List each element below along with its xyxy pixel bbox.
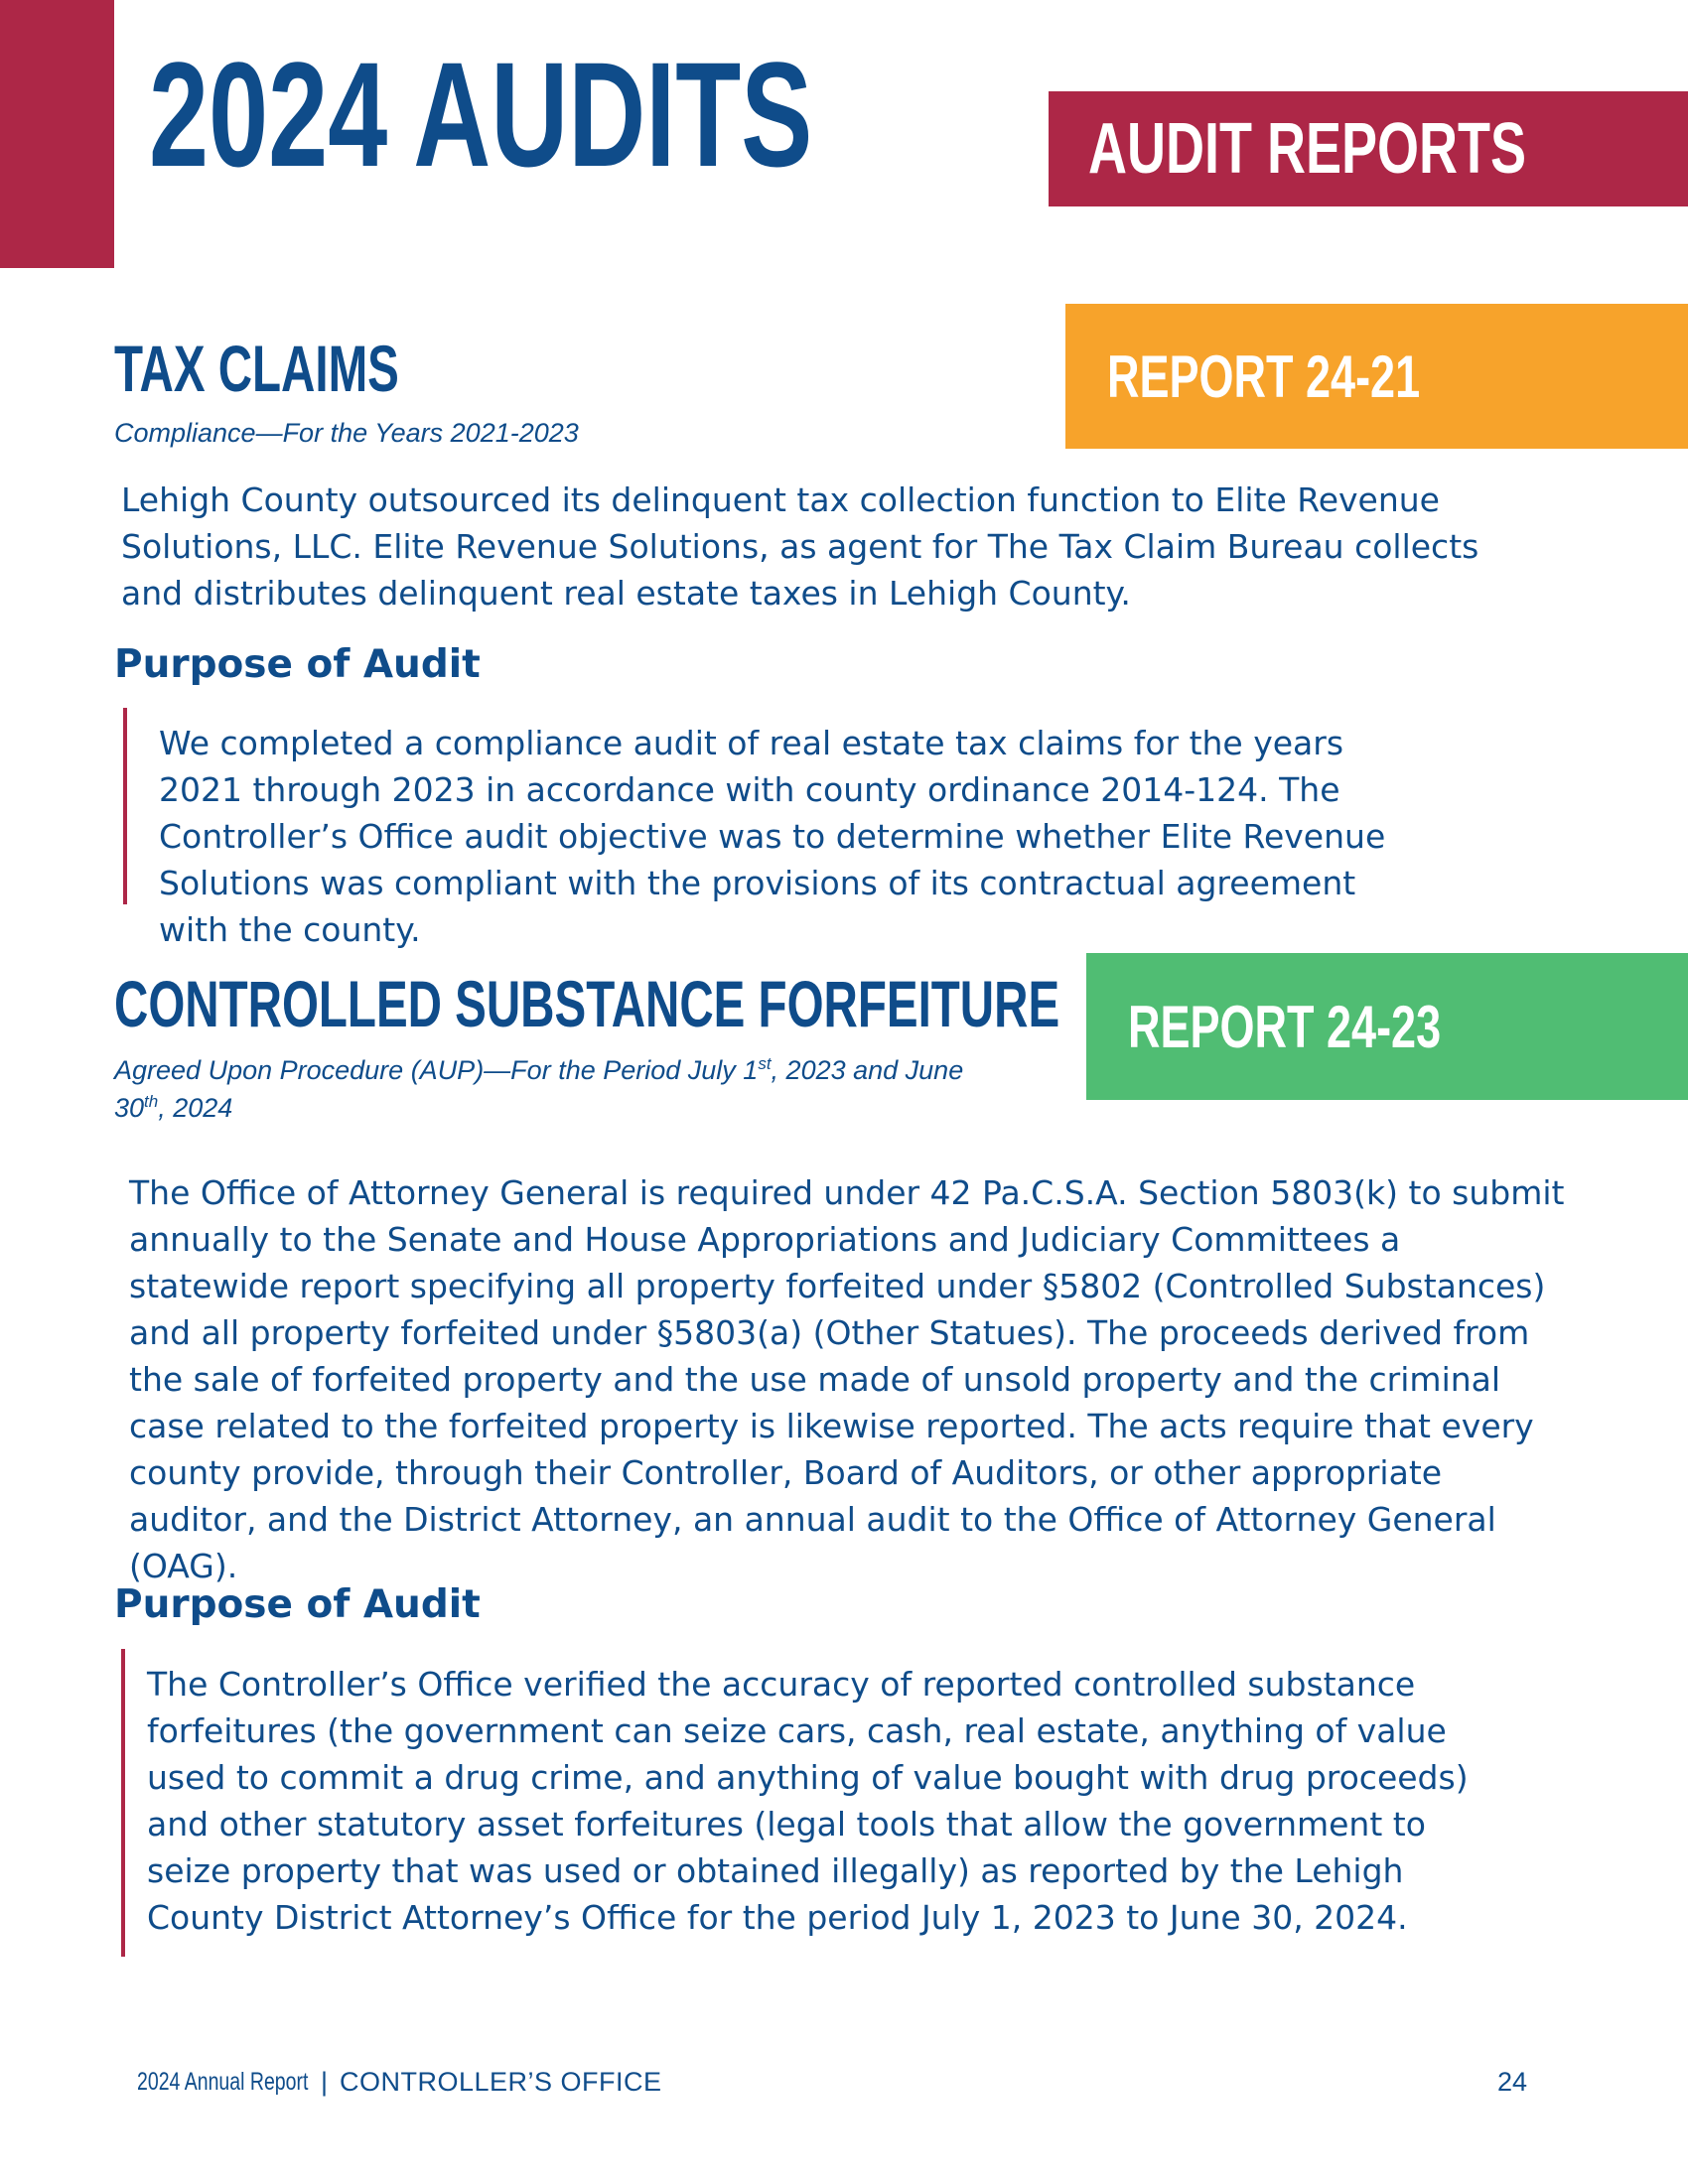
footer-report-name: 2024 Annual Report	[137, 2068, 309, 2096]
purpose-text: The Controller’s Office verified the accuracy of reported controlled substance forfeitures (the government can seize cars, cash, real estate, anything of value used to commit a drug crime, and anything of value bought with drug proceeds) and other statutory asset forfeitures (legal tools that allow the government to seize property that was used or obtained illegally) as reported by the Lehigh County District Attorney’s Office for the period July 1, 2023 to June 30, 2024.	[147, 1665, 1469, 1937]
footer-separator: |	[321, 2067, 329, 2097]
corner-accent-bar	[0, 0, 114, 268]
subtitle-superscript: th	[144, 1091, 159, 1111]
section-body: The Office of Attorney General is required under 42 Pa.C.S.A. Section 5803(k) to submit annually to the Senate and House Appropriations and Judiciary Committees a statewide report specifying all property forfeited under §5802 (Controlled Substances) and all property forfeited under §5803(a) (Other Statues). The proceeds derived from the sale of forfeited property and the use made of unsold property and the criminal case related to the forfeited property is likewise reported. The acts require that every county provide, through their Controller, Board of Auditors, or other appropriate auditor, and the District Attorney, an annual audit to the Office of Attorney General (OAG).	[129, 1173, 1565, 1585]
report-badge-24-21	[1065, 304, 1688, 449]
purpose-heading: Purpose of Audit	[114, 642, 481, 687]
section-subtitle: Compliance—For the Years 2021-2023	[114, 418, 579, 448]
purpose-quote	[121, 1649, 1491, 1957]
purpose-quote	[123, 708, 1414, 949]
audit-reports-label: AUDIT REPORTS	[1088, 109, 1527, 189]
footer-office-name: CONTROLLER’S OFFICE	[340, 2067, 662, 2097]
report-badge-label: REPORT 24-21	[1107, 342, 1421, 410]
report-badge-24-23	[1086, 953, 1688, 1100]
subtitle-text: , 2024	[158, 1092, 233, 1123]
subtitle-text: , 2023 and June 30	[114, 1055, 964, 1123]
section-subtitle	[114, 1052, 1008, 1128]
section-title-controlled-substance: CONTROLLED SUBSTANCE FORFEITURE	[114, 967, 1060, 1040]
page-title: 2024 AUDITS	[149, 31, 813, 198]
section-title-tax-claims: TAX CLAIMS	[114, 332, 399, 405]
footer	[137, 2067, 662, 2098]
report-badge-label: REPORT 24-23	[1128, 993, 1442, 1060]
purpose-heading: Purpose of Audit	[114, 1582, 481, 1627]
subtitle-superscript: st	[758, 1054, 772, 1073]
purpose-text: We completed a compliance audit of real estate tax claims for the years 2021 through 2023 in accordance with county ordinance 2014-124. The Controller’s Office audit objective was to determine whether Elite Revenue Solutions was compliant with the provisions of its contractual agreement with the county.	[159, 724, 1386, 949]
audit-reports-banner	[1049, 91, 1688, 206]
page-number: 24	[1497, 2067, 1528, 2097]
section-body: Lehigh County outsourced its delinquent tax collection function to Elite Revenue Solutions, LLC. Elite Revenue Solutions, as agent for The Tax Claim Bureau collects and distributes delinquent real estate taxes in Lehigh County.	[121, 480, 1479, 613]
subtitle-text: Agreed Upon Procedure (AUP)—For the Period July 1	[114, 1055, 759, 1085]
